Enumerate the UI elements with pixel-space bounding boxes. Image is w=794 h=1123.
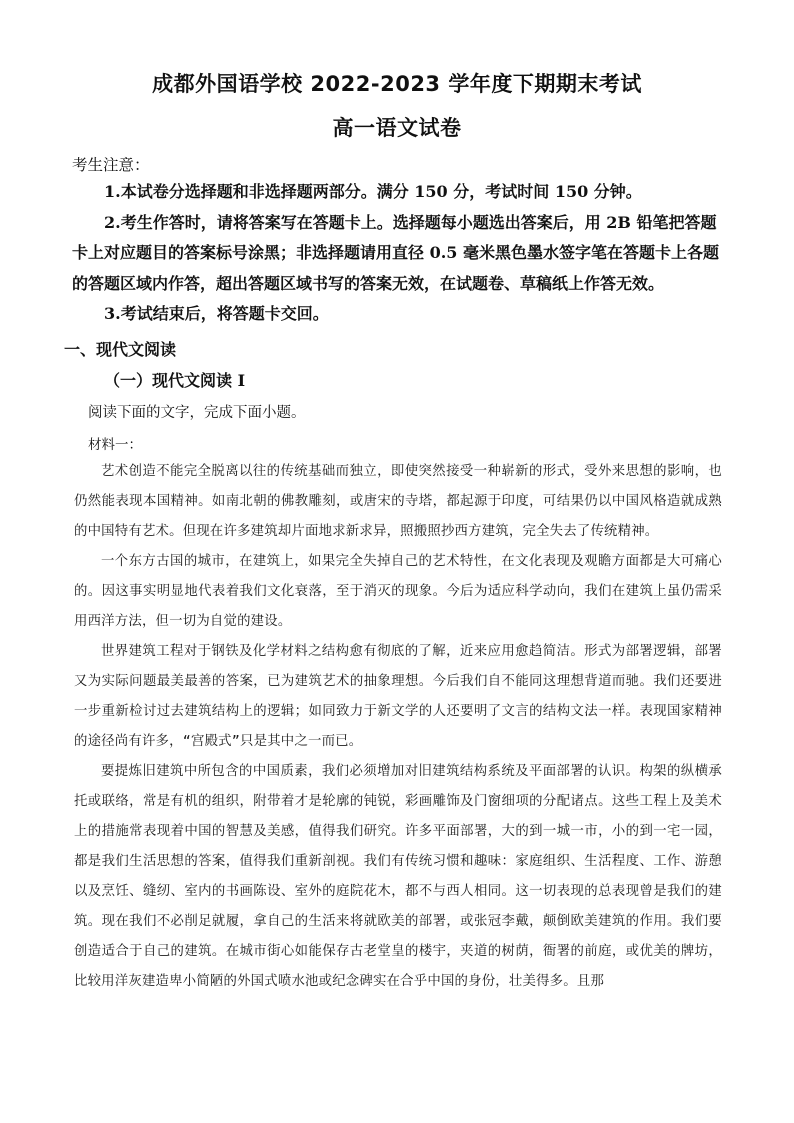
section-title: 一、现代文阅读 <box>64 340 177 359</box>
passage-paragraph: 一个东方古国的城市，在建筑上，如果完全失掉自己的艺术特性，在文化表现及观瞻方面都是大可痛心的。因这事实明显地代表着我们文化衰落，至于消灭的现象。今后为适应科学动向，我们在建筑上虽仍需采用西洋方法，但一切为自觉的建设。 <box>74 554 722 629</box>
passage-paragraph: 艺术创造不能完全脱离以往的传统基础而独立，即使突然接受一种崭新的形式，受外来思想的影响，也仍然能表现本国精神。如南北朝的佛教雕刻，或唐宋的寺塔，都起源于印度，可结果仍以中国风格造就成熟的中国特有艺术。但现在许多建筑却片面地求新求异，照搬照抄西方建筑，完全失去了传统精神。 <box>74 464 722 539</box>
passage-paragraph: 世界建筑工程对于钢铁及化学材料之结构愈有彻底的了解，近来应用愈趋简洁。形式为部署逻辑，部署又为实际问题最美最善的答案，已为建筑艺术的抽象理想。今后我们自不能同这理想背道而驰。我们还要进一步重新检讨过去建筑结构上的逻辑；如同致力于新文学的人还要明了文言的结构文法一样。表现国家精神的途径尚有许多，“宫殿式”只是其中之一而已。 <box>74 644 722 749</box>
notice-item: 3.考试结束后，将答题卡交回。 <box>104 304 329 323</box>
reading-instruction: 阅读下面的文字，完成下面小题。 <box>88 405 306 421</box>
exam-subtitle: 高一语文试卷 <box>332 116 462 140</box>
section-subtitle: （一）现代文阅读 I <box>104 371 246 390</box>
reading-passage <box>74 457 722 997</box>
notice-item: 1.本试卷分选择题和非选择题两部分。满分 150 分，考试时间 150 分钟。 <box>104 182 642 201</box>
material-label: 材料一： <box>88 437 142 453</box>
notice-heading: 考生注意： <box>72 156 150 174</box>
notice-list <box>72 177 730 330</box>
notice-item: 2.考生作答时，请将答案写在答题卡上。选择题每小题选出答案后，用 2B 铅笔把答题卡上对应题目的答案标号涂黑；非选择题请用直径 0.5 毫米黑色墨水签字笔在答题卡上各题的答题区域内作答，超出答题区域书写的答案无效，在试题卷、草稿纸上作答无效。 <box>72 212 719 293</box>
exam-title: 成都外国语学校 2022-2023 学年度下期期末考试 <box>152 72 642 96</box>
passage-paragraph: 要提炼旧建筑中所包含的中国质素，我们必须增加对旧建筑结构系统及平面部署的认识。构架的纵横承托或联络，常是有机的组织，附带着才是轮廓的钝锐，彩画雕饰及门窗细项的分配诸点。这些工程上及美术上的措施常表现着中国的智慧及美感，值得我们研究。许多平面部署，大的到一城一市，小的到一宅一园，都是我们生活思想的答案，值得我们重新剖视。我们有传统习惯和趣味：家庭组织、生活程度、工作、游憩以及烹饪、缝纫、室内的书画陈设、室外的庭院花木，都不与西人相同。这一切表现的总表现曾是我们的建筑。现在我们不必削足就履，拿自己的生活来将就欧美的部署，或张冠李戴，颠倒欧美建筑的作用。我们要创造适合于自己的建筑。在城市街心如能保存古老堂皇的楼宇，夹道的树荫，衙署的前庭，或优美的牌坊，比较用洋灰建造卑小简陋的外国式喷水池或纪念碑实在合乎中国的身份，壮美得多。且那 <box>74 764 722 989</box>
